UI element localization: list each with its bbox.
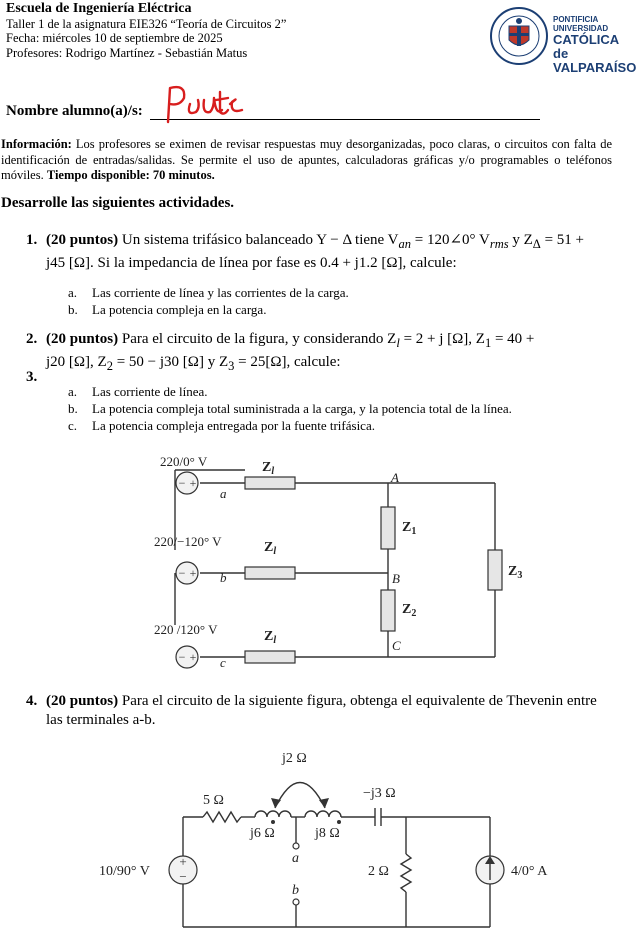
university-logo — [489, 6, 636, 75]
svg-text:+: + — [179, 854, 187, 869]
question-number: 1. — [26, 232, 38, 248]
question-1-items — [68, 284, 608, 318]
svg-text:+: + — [189, 566, 197, 580]
inductor-j8-label: j8 Ω — [315, 826, 340, 841]
mutual-inductance-label: j2 Ω — [282, 751, 307, 766]
question-number: 4. — [26, 693, 38, 709]
z3-label: $Z_3$ — [508, 564, 523, 581]
svg-text:−: − — [178, 650, 186, 664]
school-name: Escuela de Ingeniería Eléctrica — [6, 1, 192, 16]
list-item: c. La potencia compleja entregada por la fuente trifásica. — [68, 418, 375, 433]
points: (20 puntos) — [46, 331, 119, 347]
inductor-j6-label: j6 Ω — [250, 826, 275, 841]
question-4: 4. (20 puntos) Para el circuito de la siguiente figura, obtenga el equivalente de Thevenin entre las terminales a-b. — [26, 693, 597, 728]
source-b-label: 220/−120° V — [154, 534, 222, 549]
voltage-source-label: 10/90° V — [99, 864, 150, 879]
professors-line: Profesores: Rodrigo Martínez - Sebastián Matus — [6, 45, 248, 60]
time-available: Tiempo disponible: 70 minutos. — [46, 168, 215, 182]
university-seal-icon — [489, 6, 549, 66]
node-a-label: a — [220, 486, 227, 501]
svg-text:+: + — [189, 476, 197, 490]
thevenin-circuit-diagram — [95, 742, 548, 934]
terminal-b-label: b — [292, 883, 299, 898]
student-name-label: Nombre alumno(a)/s: — [6, 103, 143, 119]
question-2-items — [68, 383, 613, 434]
list-item: b. La potencia compleja total suministrada a la carga, y la potencia total de la línea. — [68, 401, 512, 416]
three-phase-circuit-diagram — [140, 445, 523, 675]
list-item: b. La potencia compleja en la carga. — [68, 302, 267, 317]
z2-label: $Z_2$ — [402, 602, 417, 619]
handwritten-name — [160, 82, 260, 127]
info-text: Los profesores se eximen de revisar respuestas muy desorganizadas, poco claras, o circuitos con falta de identificación de entradas/salidas. Se permite el uso de apuntes, calculadoras gráficas y/o programables o teléfonos móviles. — [1, 137, 612, 182]
resistor-5-label: 5 Ω — [203, 793, 224, 808]
question-number-3: 3. — [26, 369, 38, 385]
points: (20 puntos) — [46, 232, 119, 248]
points: (20 puntos) — [46, 693, 119, 709]
instructions-heading: Desarrolle las siguientes actividades. — [1, 195, 235, 211]
information-paragraph — [1, 137, 612, 184]
resistor-2-label: 2 Ω — [368, 864, 389, 879]
list-item: a. Las corriente de línea y las corrientes de la carga. — [68, 285, 349, 300]
terminal-a-label: a — [292, 851, 299, 866]
svg-text:−: − — [179, 869, 187, 884]
svg-text:−: − — [178, 476, 186, 490]
question-2: 2. 3. (20 puntos) Para el circuito de la figura, y considerando $Z_l = 2 + j$ [Ω], $Z_1 = 40$ + j20 [Ω], $Z_2 = 50 - j30$ [Ω] y $Z_3 = 25[\Omega]$, calcule: — [26, 331, 535, 385]
node-A-label: A — [391, 470, 399, 485]
zl-a-label: $Z_l$ — [262, 460, 275, 477]
svg-text:+: + — [189, 650, 197, 664]
node-B-label: B — [392, 571, 400, 586]
document-header — [6, 2, 286, 60]
date-line: Fecha: miércoles 10 de septiembre de 2025 — [6, 31, 223, 45]
zl-b-label: $Z_l$ — [264, 540, 277, 557]
node-c-label: c — [220, 655, 226, 670]
z1-label: $Z_1$ — [402, 520, 417, 537]
node-C-label: C — [392, 638, 401, 653]
question-number: 2. — [26, 331, 38, 347]
source-c-label: 220 /120° V — [154, 622, 218, 637]
source-a-label: 220/0° V — [160, 454, 208, 469]
list-item: a. Las corriente de línea. — [68, 384, 208, 399]
info-label: Información: — [1, 137, 72, 151]
node-b-label: b — [220, 570, 227, 585]
zl-c-label: $Z_l$ — [264, 629, 277, 646]
course-line: Taller 1 de la asignatura EIE326 “Teoría de Circuitos 2” — [6, 16, 287, 31]
logo-wordmark: PONTIFICIA UNIVERSIDAD CATÓLICA de VALPARAÍSO — [553, 15, 636, 75]
current-source-label-visible: 4/0° A — [511, 864, 548, 879]
question-1: 1. (20 puntos) Un sistema trifásico balanceado Y − Δ tiene $V_{an}$ = 120∠0° $V_{rms}$ y $Z_\Delta = 51$ + j45 [Ω]. Si la impedancia de línea por fase es 0.4 + j1.2 [Ω], calcule: — [26, 232, 584, 271]
capacitor-label: −j3 Ω — [363, 786, 396, 801]
svg-text:−: − — [178, 566, 186, 580]
